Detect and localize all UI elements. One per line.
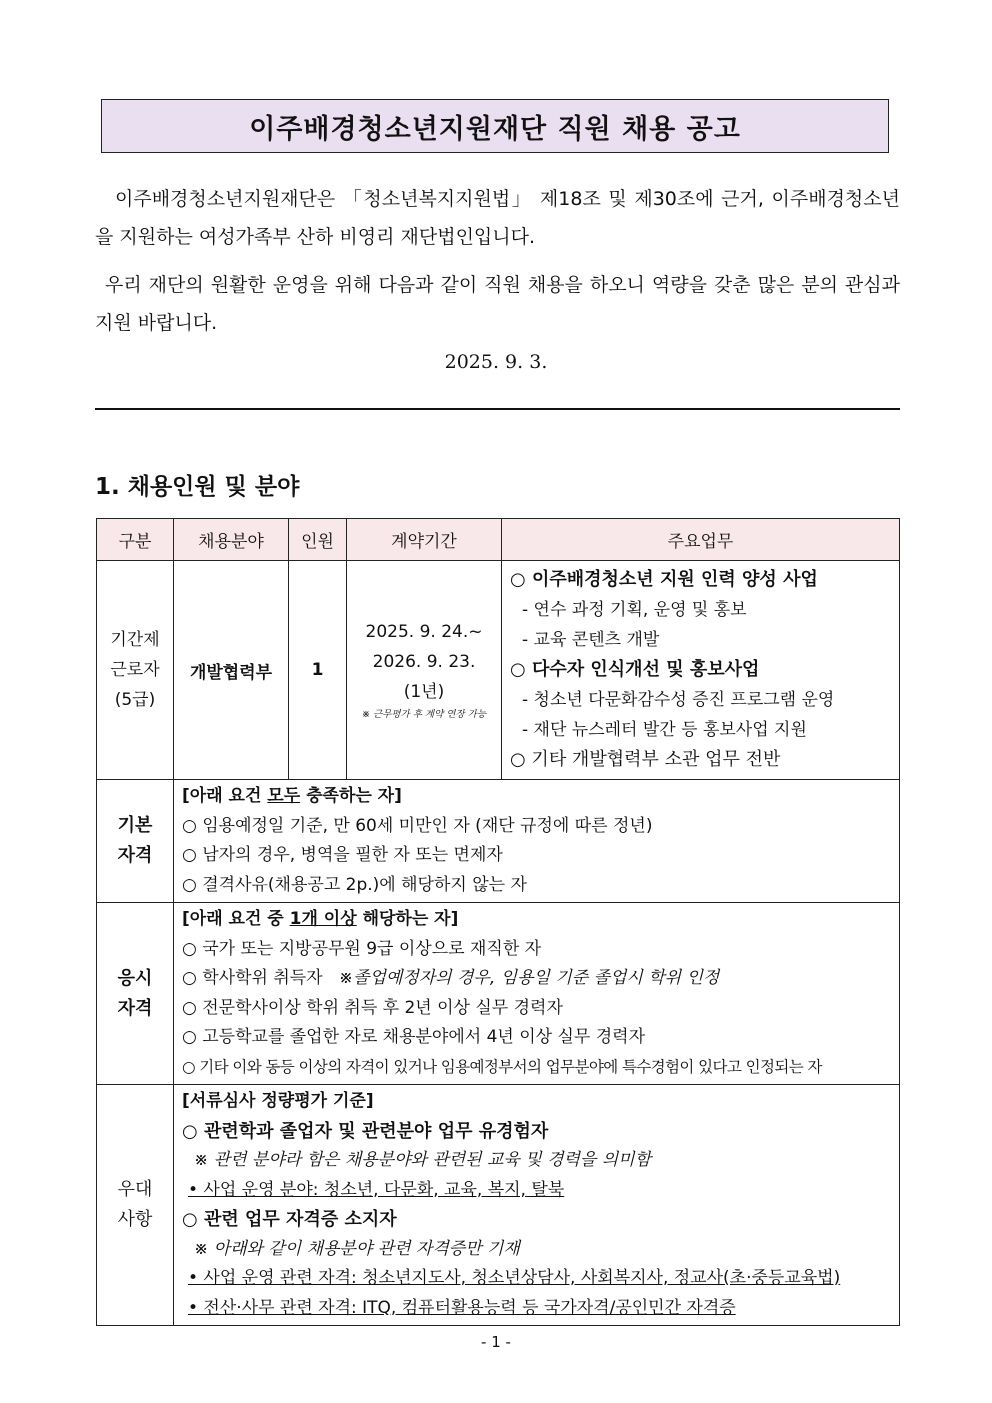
category-cell	[97, 561, 174, 780]
page-title: 이주배경청소년지원재단 직원 채용 공고	[101, 99, 889, 153]
recruitment-table	[96, 518, 900, 1326]
basic-item: ○ 결격사유(채용공고 2p.)에 해당하지 않는 자	[182, 874, 527, 895]
intro-paragraph-1	[95, 180, 900, 256]
pref-label-line: 우대	[117, 1179, 153, 1200]
count-cell: 1	[289, 561, 347, 780]
announcement-date: 2025. 9. 3.	[444, 351, 548, 373]
pref-note: ※ 관련 분야라 함은 채용분야와 관련된 교육 및 경력을 의미함	[194, 1150, 652, 1170]
preference-cell	[174, 1085, 900, 1326]
header-category: 구분	[97, 519, 174, 561]
apply-item-note: ※졸업예정자의 경우, 임용일 기준 졸업시 학위 인정	[338, 968, 720, 988]
page-number: - 1 -	[481, 1333, 511, 1351]
table-row	[97, 561, 900, 780]
intro-text-2: 우리 재단의 원활한 운영을 위해 다음과 같이 직원 채용을 하오니 역량을 갖춘 많은 분의 관심과 지원 바랍니다.	[95, 274, 900, 334]
pref-bullet-text: • 사업 운영 분야: 청소년, 다문화, 교육, 복지, 탈북	[188, 1179, 565, 1200]
basic-item: ○ 남자의 경우, 병역을 필한 자 또는 면제자	[182, 845, 503, 865]
duties-cell	[502, 561, 900, 780]
pref-heading: ○ 관련학과 졸업자 및 관련분야 업무 유경험자	[182, 1120, 549, 1142]
header-duties: 주요업무	[502, 519, 900, 561]
apply-item: ○ 국가 또는 지방공무원 9급 이상으로 재직한 자	[182, 938, 542, 959]
basic-intro-pre: [아래 요건	[182, 786, 268, 806]
divider	[95, 408, 900, 410]
table-header-row	[97, 519, 900, 561]
category-line: (5급)	[114, 690, 156, 710]
period-note: ※ 근무평가 후 계약 연장 가능	[361, 709, 486, 720]
period-line: 2025. 9. 24.~	[365, 622, 483, 642]
pref-bullet	[182, 1264, 899, 1294]
duty-heading: ○ 다수자 인식개선 및 홍보사업	[510, 659, 760, 680]
intro-text-1: 이주배경청소년지원재단은 「청소년복지지원법」 제18조 및 제30조에 근거, 이주배경청소년을 지원하는 여성가족부 산하 비영리 재단법인입니다.	[95, 188, 900, 248]
apply-intro-underlined: 1개 이상	[289, 909, 357, 929]
duty-heading: ○ 이주배경청소년 지원 인력 양성 사업	[510, 569, 818, 590]
basic-label-line: 자격	[117, 845, 153, 866]
category-line: 근로자	[110, 660, 160, 680]
apply-item: ○ 전문학사이상 학위 취득 후 2년 이상 실무 경력자	[182, 997, 563, 1018]
duty-item: - 연수 과정 기획, 운영 및 홍보	[522, 600, 747, 620]
period-line: (1년)	[403, 682, 445, 702]
apply-item: ○ 기타 이와 동등 이상의 자격이 있거나 임용예정부서의 업무분야에 특수경험이 있다고 인정되는 자	[182, 1057, 822, 1076]
apply-label-line: 응시	[117, 967, 153, 989]
pref-note: ※ 아래와 같이 채용분야 관련 자격증만 기재	[194, 1238, 520, 1259]
basic-intro-post: 충족하는 자]	[300, 786, 402, 806]
period-cell	[347, 561, 502, 780]
section-heading: 1. 채용인원 및 분야	[95, 474, 300, 500]
table-row	[97, 1085, 900, 1326]
pref-heading: ○ 관련 업무 자격증 소지자	[182, 1209, 397, 1230]
apply-intro-post: 해당하는 자]	[356, 909, 459, 929]
basic-label-cell	[97, 780, 174, 903]
intro-paragraph-2	[95, 266, 900, 342]
header-field: 채용분야	[174, 519, 289, 561]
header-count: 인원	[289, 519, 347, 561]
pref-bullet	[182, 1176, 899, 1206]
basic-intro-underlined: 모두	[267, 786, 301, 806]
apply-label-cell	[97, 903, 174, 1085]
period-line: 2026. 9. 23.	[372, 652, 476, 672]
table-row	[97, 780, 900, 903]
basic-item: ○ 임용예정일 기준, 만 60세 미만인 자 (재단 규정에 따른 정년)	[182, 815, 653, 836]
pref-bullet-text: • 전산·사무 관련 자격: ITQ, 컴퓨터활용능력 등 국가자격/공인민간 자격증	[188, 1297, 736, 1318]
apply-intro-pre: [아래 요건 중	[182, 909, 290, 929]
apply-label-line: 자격	[117, 997, 153, 1019]
apply-item	[182, 964, 899, 994]
apply-qualification-cell	[174, 903, 900, 1085]
apply-item-text: ○ 학사학위 취득자	[182, 968, 323, 988]
duty-item: - 청소년 다문화감수성 증진 프로그램 운영	[522, 690, 835, 710]
apply-item: ○ 고등학교를 졸업한 자로 채용분야에서 4년 이상 실무 경력자	[182, 1027, 646, 1047]
duty-item: - 교육 콘텐츠 개발	[522, 630, 660, 650]
pref-label-line: 사항	[117, 1209, 153, 1230]
basic-intro	[182, 782, 899, 812]
basic-label-line: 기본	[117, 815, 153, 836]
basic-qualification-cell	[174, 780, 900, 903]
category-line: 기간제	[110, 630, 160, 650]
duty-item: - 재단 뉴스레터 발간 등 홍보사업 지원	[522, 720, 807, 740]
field-cell: 개발협력부	[174, 561, 289, 780]
header-period: 계약기간	[347, 519, 502, 561]
table-row	[97, 903, 900, 1085]
pref-label-cell	[97, 1085, 174, 1326]
pref-intro: [서류심사 정량평가 기준]	[182, 1091, 374, 1111]
apply-intro	[182, 905, 899, 935]
pref-bullet-text: • 사업 운영 관련 자격: 청소년지도사, 청소년상담사, 사회복지사, 정교사(초·중등교육법)	[188, 1268, 841, 1288]
duty-heading: ○ 기타 개발협력부 소관 업무 전반	[510, 749, 781, 770]
pref-bullet	[182, 1294, 899, 1324]
